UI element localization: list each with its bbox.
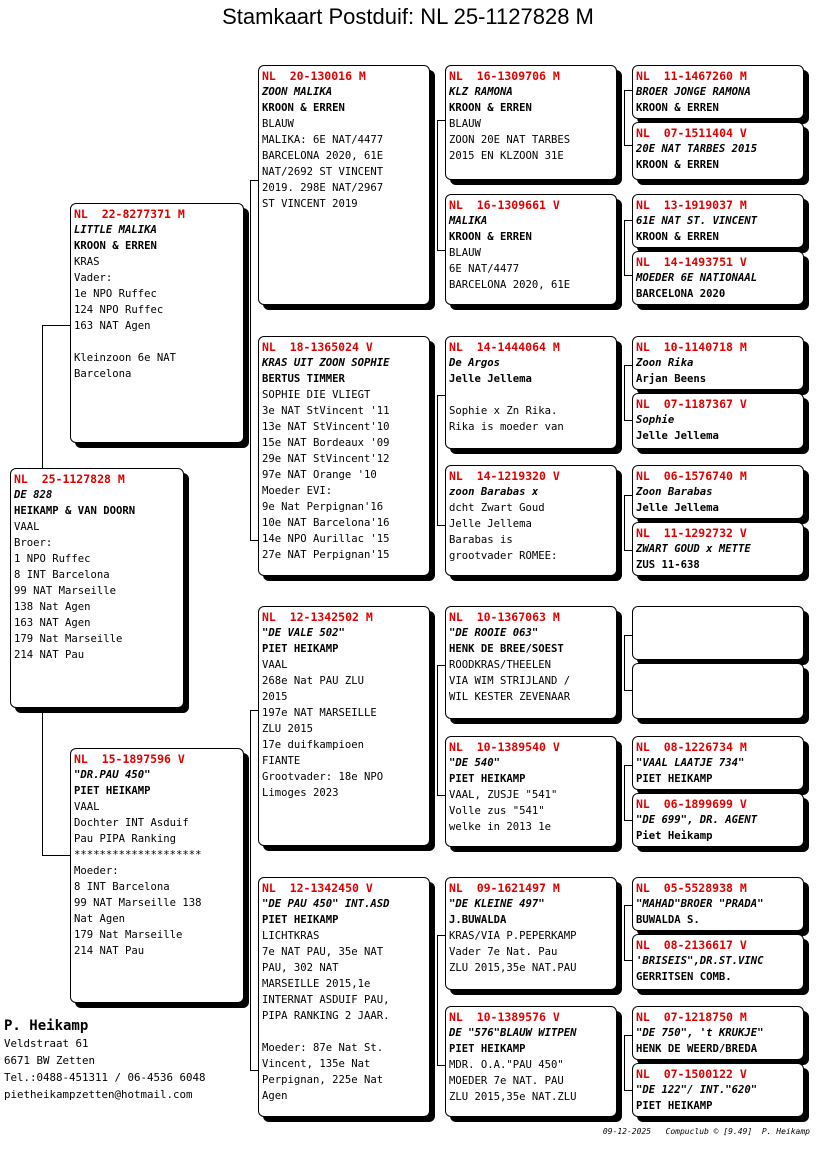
breeder: HENK DE BREE/SOEST [449,643,564,655]
note-line: 9e Nat Perpignan'16 [262,501,384,513]
note-line: 3e NAT StVincent '11 [262,405,390,417]
breeder: KROON & ERREN [636,102,719,114]
breeder: Arjan Beens [636,373,707,385]
color: LICHTKRAS [262,930,320,942]
pigeon-name: "DE PAU 450" INT.ASD [262,898,390,910]
notes [449,1073,613,1105]
pigeon-card-g5[interactable] [632,336,804,390]
note-line: 179 Nat Marseille [14,633,123,645]
ring-number: NL 08-2136617 V [636,938,747,952]
ring-number: NL 10-1389540 V [449,740,560,754]
note-line: MARSEILLE 2015,1e [262,978,371,990]
note-line: Rika is moeder van [449,421,564,433]
owner-address: Veldstraat 61 [4,1037,89,1050]
pigeon-name: DE 828 [14,489,53,501]
note-line: MALIKA: 6E NAT/4477 [262,134,384,146]
ring-number: NL 06-1899699 V [636,797,747,811]
note-line: PAU, 302 NAT [262,962,339,974]
ring-number: NL 22-8277371 M [74,207,185,221]
note-line: grootvader ROMEE: [449,550,558,562]
note-line: 163 NAT Agen [14,617,91,629]
pigeon-card-sire-sire[interactable] [258,65,430,305]
note-line: 15e NAT Bordeaux '09 [262,437,390,449]
pigeon-name: BROER JONGE RAMONA [636,86,751,98]
note-line: Vader: [74,272,113,284]
notes [449,673,613,705]
note-line: INTERNAT ASDUIF PAU, [262,994,390,1006]
pigeon-card-g12[interactable] [632,793,804,847]
notes [262,673,426,801]
note-line: ST VINCENT 2019 [262,198,358,210]
pigeon-card-g8[interactable] [632,522,804,576]
note-line: 29e NAT StVincent'12 [262,453,390,465]
note-line: 2015 EN KLZOON 31E [449,150,564,162]
pigeon-name: ZOON MALIKA [262,86,333,98]
color: VAAL [262,659,288,671]
note-line: 99 NAT Marseille [14,585,117,597]
ring-number: NL 15-1897596 V [74,752,185,766]
pigeon-card-g1[interactable] [632,65,804,119]
pigeon-name: MOEDER 6E NATIONAAL [636,272,758,284]
note-line: WIL KESTER ZEVENAAR [449,691,571,703]
note-line: 8 INT Barcelona [74,881,170,893]
pigeon-card-g13[interactable] [632,877,804,931]
breeder: Piet Heikamp [636,830,713,842]
breeder: KROON & ERREN [636,231,719,243]
pigeon-name: 'BRISEIS",DR.ST.VINC [636,955,764,967]
note-line: 2019. 298E NAT/2967 [262,182,384,194]
ring-number: NL 10-1389576 V [449,1010,560,1024]
pigeon-card-sss[interactable] [445,65,617,180]
note-line: Limoges 2023 [262,787,339,799]
pigeon-card-g7[interactable] [632,465,804,519]
color: KRAS/VIA P.PEPERKAMP [449,930,577,942]
note-line: 1e NPO Ruffec [74,288,157,300]
owner-phone: Tel.:0488-451311 / 06-4536 6048 [4,1071,206,1084]
ring-number: NL 13-1919037 M [636,198,747,212]
note-line: 27e NAT Perpignan'15 [262,549,390,561]
note-line: Dochter INT Asduif [74,817,189,829]
note-line [74,334,240,350]
breeder: KROON & ERREN [636,159,719,171]
pigeon-card-sire[interactable] [70,203,244,443]
pigeon-card-sire-dam[interactable] [258,336,430,576]
note-line: Kleinzoon 6e NAT [74,352,177,364]
notes [74,270,240,382]
note-line: 13e NAT StVincent'10 [262,421,390,433]
note-line [262,1024,426,1040]
pigeon-name: KLZ RAMONA [449,86,513,98]
note-line: welke in 2013 1e [449,821,552,833]
pigeon-card-dam[interactable] [70,748,244,1003]
ring-number: NL 08-1226734 M [636,740,747,754]
note-line: 97e NAT Orange '10 [262,469,377,481]
pigeon-card-dss[interactable] [445,606,617,719]
color: MDR. O.A."PAU 450" [449,1059,564,1071]
note-line: Pau PIPA Ranking [74,833,177,845]
pigeon-card-g11[interactable] [632,736,804,790]
note-line: 197e NAT MARSEILLE [262,707,377,719]
note-line: FIANTE [262,755,301,767]
owner-city: 6671 BW Zetten [4,1054,96,1067]
notes [74,815,240,959]
pigeon-card-g6[interactable] [632,393,804,449]
breeder: PIET HEIKAMP [74,785,151,797]
pigeon-name: zoon Barabas x [449,486,539,498]
note-line: 7e NAT PAU, 35e NAT [262,946,384,958]
pigeon-name: "VAAL LAATJE 734" [636,757,745,769]
breeder: PIET HEIKAMP [636,773,713,785]
ring-number: NL 16-1309661 V [449,198,560,212]
pigeon-name: 61E NAT ST. VINCENT [636,215,758,227]
note-line: 124 NPO Ruffec [74,304,164,316]
ring-number: NL 07-1218750 M [636,1010,747,1024]
pigeon-card-g16[interactable] [632,1063,804,1117]
color: KRAS [74,256,100,268]
note-line: 6E NAT/4477 [449,263,520,275]
breeder: BUWALDA S. [636,914,700,926]
pigeon-name: DE "576"BLAUW WITPEN [449,1027,577,1039]
note-line: 1 NPO Ruffec [14,553,91,565]
pigeon-name: "DE VALE 502" [262,627,345,639]
breeder: BARCELONA 2020 [636,288,726,300]
note-line: Grootvader: 18e NPO [262,771,384,783]
page-title: Stamkaart Postduif: NL 25-1127828 M [222,4,594,29]
ring-number: NL 25-1127828 M [14,472,125,486]
note-line: NAT/2692 ST VINCENT [262,166,384,178]
note-line: 138 Nat Agen [14,601,91,613]
note-line: Moeder: 87e Nat St. [262,1042,384,1054]
ring-number: NL 14-1444064 M [449,340,560,354]
color: BLAUW [262,118,294,130]
pigeon-name: "DE 699", DR. AGENT [636,814,758,826]
note-line: Perpignan, 225e Nat [262,1074,384,1086]
notes [449,803,613,835]
color: VAAL [14,521,40,533]
pigeon-card-dam-dam[interactable] [258,877,430,1117]
pigeon-card-dds[interactable] [445,877,617,990]
note-line: Vincent, 135e Nat [262,1058,371,1070]
pigeon-name: "DE ROOIE 063" [449,627,539,639]
note-line: Moeder EVI: [262,485,333,497]
note-line: 2015 [262,691,288,703]
ring-number: NL 06-1576740 M [636,469,747,483]
breeder: KROON & ERREN [262,102,345,114]
breeder: KROON & ERREN [449,231,532,243]
pigeon-name: "DR.PAU 450" [74,769,151,781]
pigeon-card-subject[interactable] [10,468,184,708]
pigeon-name: ZWART GOUD x METTE [636,543,751,555]
notes [14,535,180,663]
color: dcht Zwart Goud [449,502,545,514]
pigeon-name: KRAS UIT ZOON SOPHIE [262,357,390,369]
pigeon-card-g4[interactable] [632,251,804,305]
pigeon-card-g9-empty[interactable] [632,606,804,660]
breeder: BERTUS TIMMER [262,373,345,385]
pigeon-card-dam-sire[interactable] [258,606,430,846]
notes [449,132,613,164]
ring-number: NL 11-1467260 M [636,69,747,83]
note-line: 163 NAT Agen [74,320,151,332]
pigeon-name: "DE 750", 't KRUKJE" [636,1027,764,1039]
note-line: Vader 7e Nat. Pau [449,946,558,958]
note-line: 10e NAT Barcelona'16 [262,517,390,529]
breeder: PIET HEIKAMP [262,914,339,926]
pigeon-card-g10-empty[interactable] [632,663,804,719]
breeder: Jelle Jellema [449,373,532,385]
breeder: PIET HEIKAMP [449,1043,526,1055]
pigeon-name: "DE KLEINE 497" [449,898,545,910]
note-line: BARCELONA 2020, 61E [262,150,384,162]
note-line: BARCELONA 2020, 61E [449,279,571,291]
pigeon-name: 20E NAT TARBES 2015 [636,143,758,155]
color [449,387,613,403]
notes [449,261,613,293]
owner-name: P. Heikamp [4,1018,89,1034]
pigeon-card-ddd[interactable] [445,1006,617,1117]
note-line: ZLU 2015 [262,723,314,735]
notes [449,403,613,435]
pigeon-card-ssd[interactable] [445,194,617,305]
note-line: Sophie x Zn Rika. [449,405,558,417]
pigeon-card-dsd[interactable] [445,736,617,847]
color: ROODKRAS/THEELEN [449,659,552,671]
note-line: Moeder: [74,865,119,877]
pigeon-card-sds[interactable] [445,336,617,449]
pigeon-card-g15[interactable] [632,1006,804,1060]
pigeon-name: "DE 122"/ INT."620" [636,1084,758,1096]
note-line: 14e NPO Aurillac '15 [262,533,390,545]
pigeon-card-sdd[interactable] [445,465,617,576]
note-line: ZOON 20E NAT TARBES [449,134,571,146]
pigeon-name: Zoon Rika [636,357,694,369]
note-line: Agen [262,1090,288,1102]
note-line: Broer: [14,537,53,549]
breeder: HEIKAMP & VAN DOORN [14,505,136,517]
owner-email[interactable]: pietheikampzetten@hotmail.com [4,1088,193,1101]
ring-number: NL 11-1292732 V [636,526,747,540]
color: BLAUW [449,118,481,130]
ring-number: NL 10-1367063 M [449,610,560,624]
pigeon-name: Zoon Barabas [636,486,713,498]
ring-number: NL 07-1187367 V [636,397,747,411]
color: BLAUW [449,247,481,259]
ring-number: NL 07-1500122 V [636,1067,747,1081]
color: SOPHIE DIE VLIEGT [262,389,371,401]
note-line: 214 NAT Pau [74,945,145,957]
ring-number: NL 07-1511404 V [636,126,747,140]
pigeon-name: Sophie [636,414,675,426]
note-line: Barcelona [74,368,132,380]
breeder: PIET HEIKAMP [636,1100,713,1112]
note-line: Nat Agen [74,913,126,925]
note-line: MOEDER 7e NAT. PAU [449,1075,564,1087]
ring-number: NL 14-1219320 V [449,469,560,483]
notes [262,403,426,563]
ring-number: NL 16-1309706 M [449,69,560,83]
note-line: 99 NAT Marseille 138 [74,897,202,909]
breeder: J.BUWALDA [449,914,507,926]
ring-number: NL 14-1493751 V [636,255,747,269]
note-line: ZLU 2015,35e NAT.PAU [449,962,577,974]
breeder: Jelle Jellema [636,502,719,514]
notes [449,516,613,564]
pigeon-card-g14[interactable] [632,934,804,990]
ring-number: NL 09-1621497 M [449,881,560,895]
note-line: VIA WIM STRIJLAND / [449,675,571,687]
note-line: 179 Nat Marseille [74,929,183,941]
ring-number: NL 12-1342450 V [262,881,373,895]
notes [449,944,613,976]
pigeon-name: "DE 540" [449,757,501,769]
note-line: 214 NAT Pau [14,649,85,661]
pigeon-card-g2[interactable] [632,122,804,180]
pigeon-card-g3[interactable] [632,194,804,248]
pigeon-name: De Argos [449,357,501,369]
breeder: GERRITSEN COMB. [636,971,732,983]
pigeon-name: LITTLE MALIKA [74,224,157,236]
breeder: HENK DE WEERD/BREDA [636,1043,758,1055]
breeder: PIET HEIKAMP [262,643,339,655]
ring-number: NL 20-130016 M [262,69,366,83]
note-line: ******************** [74,849,202,861]
ring-number: NL 05-5528938 M [636,881,747,895]
ring-number: NL 18-1365024 V [262,340,373,354]
owner-contact [4,1018,206,1103]
breeder: ZUS 11-638 [636,559,700,571]
note-line: Jelle Jellema [449,518,532,530]
notes [262,944,426,1104]
footer-credit: 09-12-2025 Compuclub © [9.49] P. Heikamp [602,1127,810,1136]
note-line: PIPA RANKING 2 JAAR. [262,1010,390,1022]
note-line: ZLU 2015,35e NAT.ZLU [449,1091,577,1103]
note-line: Barabas is [449,534,513,546]
breeder: Jelle Jellema [636,430,719,442]
color: VAAL [74,801,100,813]
color: VAAL, ZUSJE "541" [449,789,558,801]
breeder: KROON & ERREN [74,240,157,252]
breeder: PIET HEIKAMP [449,773,526,785]
breeder: KROON & ERREN [449,102,532,114]
pigeon-name: MALIKA [449,215,488,227]
notes [262,132,426,212]
note-line: Volle zus "541" [449,805,545,817]
ring-number: NL 10-1140718 M [636,340,747,354]
note-line: 268e Nat PAU ZLU [262,675,365,687]
note-line: 8 INT Barcelona [14,569,110,581]
note-line: 17e duifkampioen [262,739,365,751]
pigeon-name: "MAHAD"BROER "PRADA" [636,898,764,910]
ring-number: NL 12-1342502 M [262,610,373,624]
